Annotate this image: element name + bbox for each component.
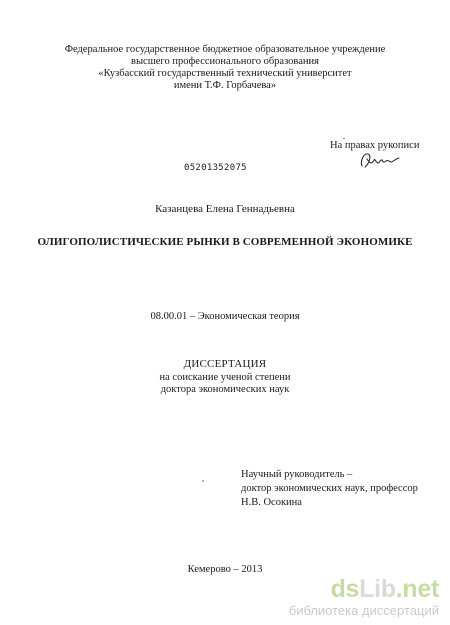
manuscript-rights-label: На правах рукописи [330, 140, 420, 151]
degree-line-2: доктора экономических наук [160, 384, 290, 395]
dslib-watermark[interactable] [272, 575, 447, 623]
handwritten-signature [358, 150, 400, 172]
header-line-3: «Кузбасский государственный технический университет [98, 68, 352, 79]
dissertation-heading: ДИССЕРТАЦИЯ [183, 358, 267, 370]
watermark-subtitle: библиотека диссертаций [288, 603, 439, 618]
watermark-logo: dsLib.net [330, 575, 439, 603]
registration-number: 05201352075 [184, 163, 247, 173]
thesis-title: ОЛИГОПОЛИСТИЧЕСКИЕ РЫНКИ В СОВРЕМЕННОЙ ЭКОНОМИКЕ [37, 236, 413, 248]
specialty-code: 08.00.01 – Экономическая теория [150, 311, 300, 322]
city-year: Кемерово – 2013 [187, 564, 263, 575]
author-name: Казанцева Елена Геннадьевна [155, 203, 295, 215]
degree-line-1: на соискание ученой степени [159, 372, 291, 383]
supervisor-line-1: Научный руководитель – [241, 469, 353, 480]
speck-mark-2 [202, 480, 204, 482]
header-line-1: Федеральное государственное бюджетное образовательное учреждение [64, 44, 386, 55]
header-line-2: высшего профессионального образования [131, 56, 319, 67]
institution-header [0, 44, 450, 92]
speck-mark [343, 138, 345, 139]
supervisor-line-2: доктор экономических наук, профессор [241, 483, 418, 494]
header-line-4: имени Т.Ф. Горбачева» [173, 80, 277, 91]
supervisor-block [241, 468, 418, 510]
supervisor-line-3: Н.В. Осокина [241, 497, 302, 508]
